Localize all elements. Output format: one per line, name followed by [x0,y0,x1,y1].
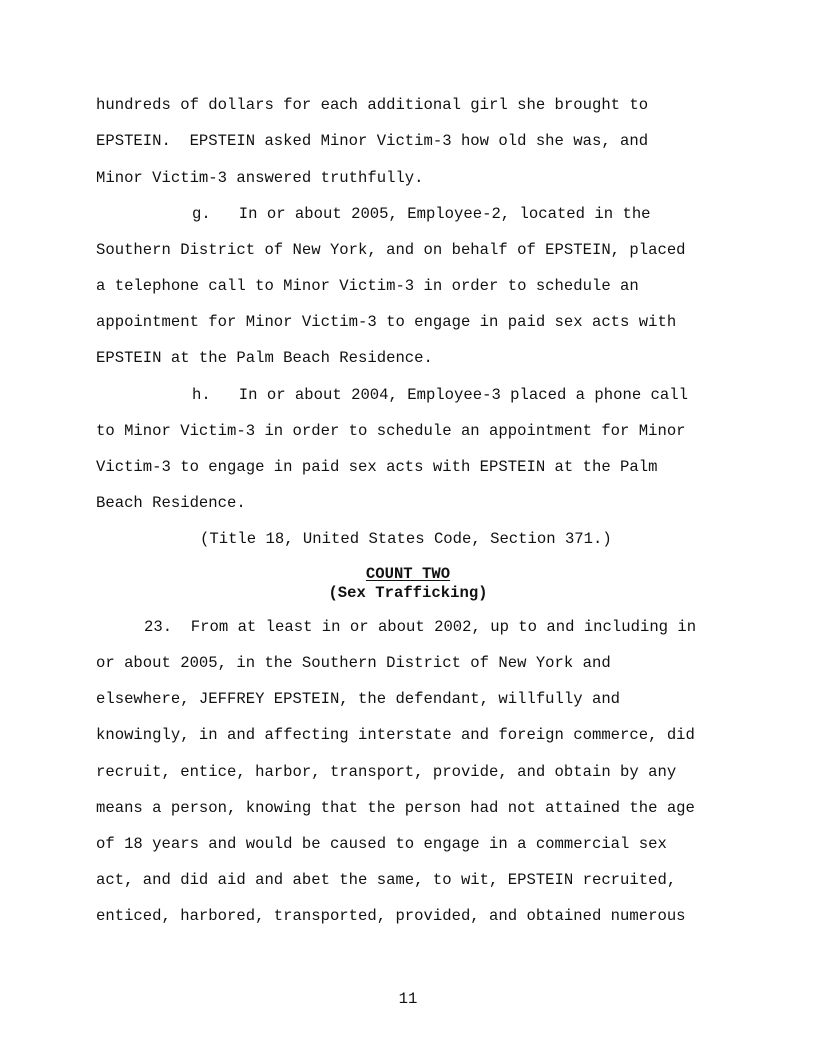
item-g-line: Southern District of New York, and on behalf of EPSTEIN, placed [96,241,686,259]
item-g-line: a telephone call to Minor Victim-3 in order to schedule an [96,277,639,295]
count-title [0,565,816,583]
paragraph-23-line: enticed, harbored, transported, provided, and obtained numerous [96,907,686,925]
paragraph-23-line: means a person, knowing that the person had not attained the age [96,799,695,817]
paragraph-23-line: knowingly, in and affecting interstate and foreign commerce, did [96,726,695,744]
paragraph-23-line: of 18 years and would be caused to engage in a commercial sex [96,835,667,853]
item-h-line: Victim-3 to engage in paid sex acts with EPSTEIN at the Palm [96,458,658,476]
text-line: hundreds of dollars for each additional girl she brought to [96,96,649,114]
text-line: Minor Victim-3 answered truthfully. [96,169,424,187]
item-g-line: EPSTEIN at the Palm Beach Residence. [96,349,433,367]
page-number: 11 [398,990,418,1008]
text-line: EPSTEIN. EPSTEIN asked Minor Victim-3 how old she was, and [96,132,649,150]
item-h-line: Beach Residence. [96,494,246,512]
count-subtitle [0,584,816,602]
paragraph-23-line: recruit, entice, harbor, transport, provide, and obtain by any [96,763,677,781]
statute-citation: (Title 18, United States Code, Section 371.) [200,530,612,548]
item-h-line: h. In or about 2004, Employee-3 placed a phone call [192,386,688,404]
item-g-line: appointment for Minor Victim-3 to engage in paid sex acts with [96,313,677,331]
paragraph-23-line: 23. From at least in or about 2002, up to and including in [144,618,697,636]
paragraph-23-line: act, and did aid and abet the same, to wit, EPSTEIN recruited, [96,871,677,889]
count-title-text: COUNT TWO [365,565,451,583]
count-subtitle-text: (Sex Trafficking) [328,584,488,602]
item-g-line: g. In or about 2005, Employee-2, located in the [192,205,651,223]
paragraph-23-line: or about 2005, in the Southern District of New York and [96,654,611,672]
paragraph-23-line: elsewhere, JEFFREY EPSTEIN, the defendant, willfully and [96,690,621,708]
item-h-line: to Minor Victim-3 in order to schedule an appointment for Minor [96,422,686,440]
